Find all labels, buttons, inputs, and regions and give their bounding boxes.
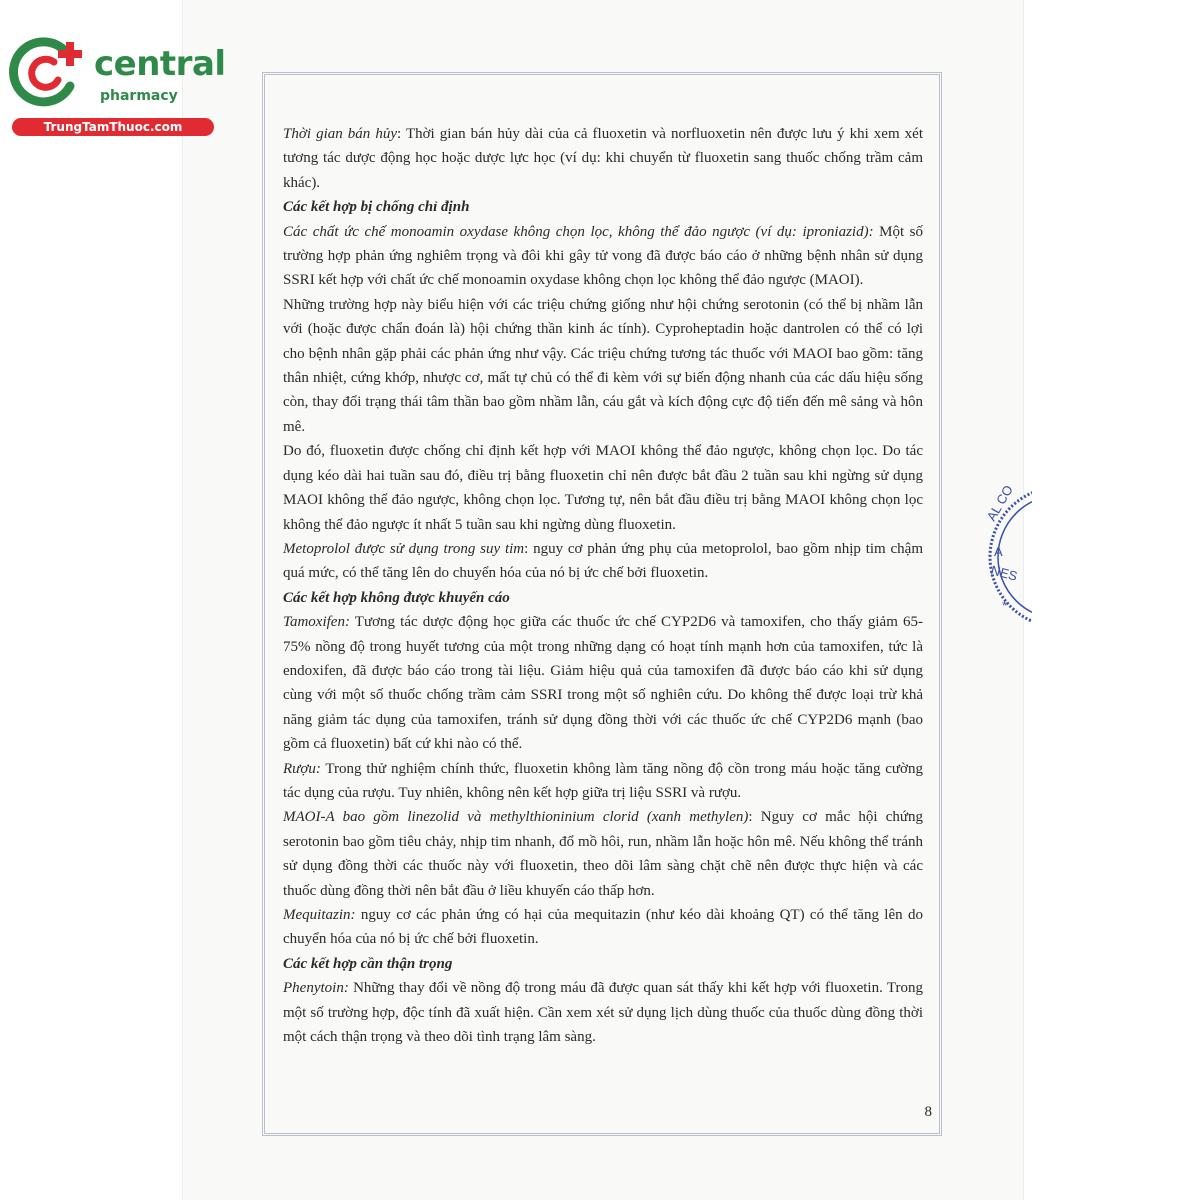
mequitazin-text: nguy cơ các phản ứng có hại của mequitazin (như kéo dài khoảng QT) có thể tăng lên do chuyển hóa của nó bị ức chế bởi fluoxetin. xyxy=(283,907,923,948)
alcohol-paragraph xyxy=(283,757,923,806)
official-stamp xyxy=(972,482,1032,632)
maoi-paragraph xyxy=(283,220,923,293)
phenytoin-paragraph xyxy=(283,976,923,1049)
alcohol-text: Trong thử nghiệm chính thức, fluoxetin không làm tăng nồng độ cồn trong máu hoặc tăng cường tác dụng của rượu. Tuy nhiên, không nên kết hợp giữa trị liệu SSRI và rượu. xyxy=(283,760,923,801)
alcohol-label: Rượu: xyxy=(283,760,321,777)
page-number: 8 xyxy=(924,1104,932,1120)
logo-banner: TrungTamThuoc.com xyxy=(12,118,214,136)
not-recommended-heading: Các kết hợp không được khuyến cáo xyxy=(283,589,510,606)
pharmacy-cross-icon xyxy=(8,36,92,108)
tamoxifen-label: Tamoxifen: xyxy=(283,614,350,631)
maoia-paragraph xyxy=(283,805,923,903)
caution-heading: Các kết hợp cần thận trọng xyxy=(283,955,453,972)
svg-text:*: * xyxy=(1002,598,1008,613)
logo-name: central xyxy=(94,44,226,84)
logo-subtitle: pharmacy xyxy=(100,88,178,104)
half-life-text: : Thời gian bán hủy dài của cả fluoxetin và norfluoxetin nên được lưu ý khi xem xét tương tác dược động học hoặc dược lực học (ví dụ: khi chuyển từ fluoxetin sang thuốc chống trầm cảm khác). xyxy=(283,126,923,191)
tamoxifen-paragraph xyxy=(283,610,923,756)
stamp-seal-icon xyxy=(972,482,1032,632)
metoprolol-paragraph xyxy=(283,537,923,586)
maoi-label: Các chất ức chế monoamin oxydase không chọn lọc, không thể đảo ngược (ví dụ: iproniazid): xyxy=(283,223,874,240)
metoprolol-text: : nguy cơ phản ứng phụ của metoprolol, bao gồm nhịp tim chậm quá mức, có thể tăng lên do chuyển hóa của nó bị ức chế bởi fluoxetin. xyxy=(283,540,923,582)
half-life-label: Thời gian bán hủy xyxy=(283,126,398,142)
metoprolol-label: Metoprolol được sử dụng trong suy tim xyxy=(283,540,525,557)
svg-text:NES: NES xyxy=(989,562,1019,584)
tamoxifen-text: Tương tác dược động học giữa các thuốc ức chế CYP2D6 và tamoxifen, cho thấy giảm 65-75% nồng độ trong huyết tương của một trong những dạng có hoạt tính mạnh hơn của tamoxifen, tức là endoxifen, đã được báo cáo trong tài liệu. Giảm hiệu quả của tamoxifen đã được báo cáo khi sử dụng cùng với một số thuốc chống trầm cảm SSRI trong một số nghiên cứu. Do không thể được loại trừ khả năng giảm tác dụng của tamoxifen, tránh sử dụng đồng thời với các thuốc ức chế CYP2D6 mạnh (bao gồm cả fluoxetin) bất cứ khi nào có thể. xyxy=(283,614,923,753)
maoia-text: : Nguy cơ mắc hội chứng serotonin bao gồm tiêu chảy, nhịp tim nhanh, đổ mồ hôi, run, nhầm lẫn hoặc hôn mê. Nếu không thể tránh sử dụng đồng thời các thuốc này với fluoxetin, theo dõi lâm sàng chặt chẽ nên được thực hiện và các thuốc dùng đồng thời nên bắt đầu ở liều khuyến cáo thấp hơn. xyxy=(283,809,923,899)
therefore-paragraph: Do đó, fluoxetin được chống chỉ định kết hợp với MAOI không thể đảo ngược, không chọn lọc. Do tác dụng kéo dài hai tuần sau đó, điều trị bằng fluoxetin chỉ nên được bắt đầu 2 tuần sau khi ngừng sử dụng MAOI không thể đảo ngược, không chọn lọc. Tương tự, nên bắt đầu điều trị bằng MAOI không chọn lọc không thể đảo ngược ít nhất 5 tuần sau khi ngừng dùng fluoxetin. xyxy=(283,443,923,533)
mequitazin-label: Mequitazin: xyxy=(283,907,356,923)
phenytoin-text: Những thay đổi về nồng độ trong máu đã được quan sát thấy khi kết hợp với fluoxetin. Trong một số trường hợp, độc tính đã xuất hiện. Cần xem xét sử dụng lịch dùng thuốc của thuốc dùng đồng thời một cách thận trọng và theo dõi tình trạng lâm sàng. xyxy=(283,980,923,1046)
phenytoin-label: Phenytoin: xyxy=(283,980,349,997)
svg-text:A: A xyxy=(994,544,1003,559)
contraindicated-heading: Các kết hợp bị chống chỉ định xyxy=(283,199,470,216)
svg-text:AL CO: AL CO xyxy=(983,482,1016,524)
half-life-paragraph xyxy=(283,122,923,195)
central-pharmacy-logo[interactable] xyxy=(8,34,226,138)
maoi-text: Một số trường hợp phản ứng nghiêm trọng và đôi khi gây tử vong đã được báo cáo ở những bệnh nhân sử dụng SSRI kết hợp với chất ức chế monoamin oxydase không chọn lọc không thể đảo ngược (MAOI). xyxy=(283,223,924,289)
document-body xyxy=(283,122,923,1049)
maoia-label: MAOI-A bao gồm linezolid và methylthioninium clorid (xanh methylen) xyxy=(283,809,749,826)
mequitazin-paragraph xyxy=(283,903,923,952)
symptoms-paragraph: Những trường hợp này biểu hiện với các triệu chứng giống như hội chứng serotonin (có thể bị nhầm lẫn với (hoặc được chẩn đoán là) hội chứng thần kinh ác tính). Cyproheptadin hoặc dantrolen có thể có lợi cho bệnh nhân gặp phải các phản ứng như vậy. Các triệu chứng tương tác thuốc với MAOI bao gồm: tăng thân nhiệt, cứng khớp, nhược cơ, mất tự chủ có thể đi kèm với sự biến động nhanh của các dấu hiệu sống còn, thay đổi trạng thái tâm thần bao gồm nhầm lẫn, cáu gắt và kích động cực độ tiến đến mê sảng và hôn mê. xyxy=(283,296,923,435)
